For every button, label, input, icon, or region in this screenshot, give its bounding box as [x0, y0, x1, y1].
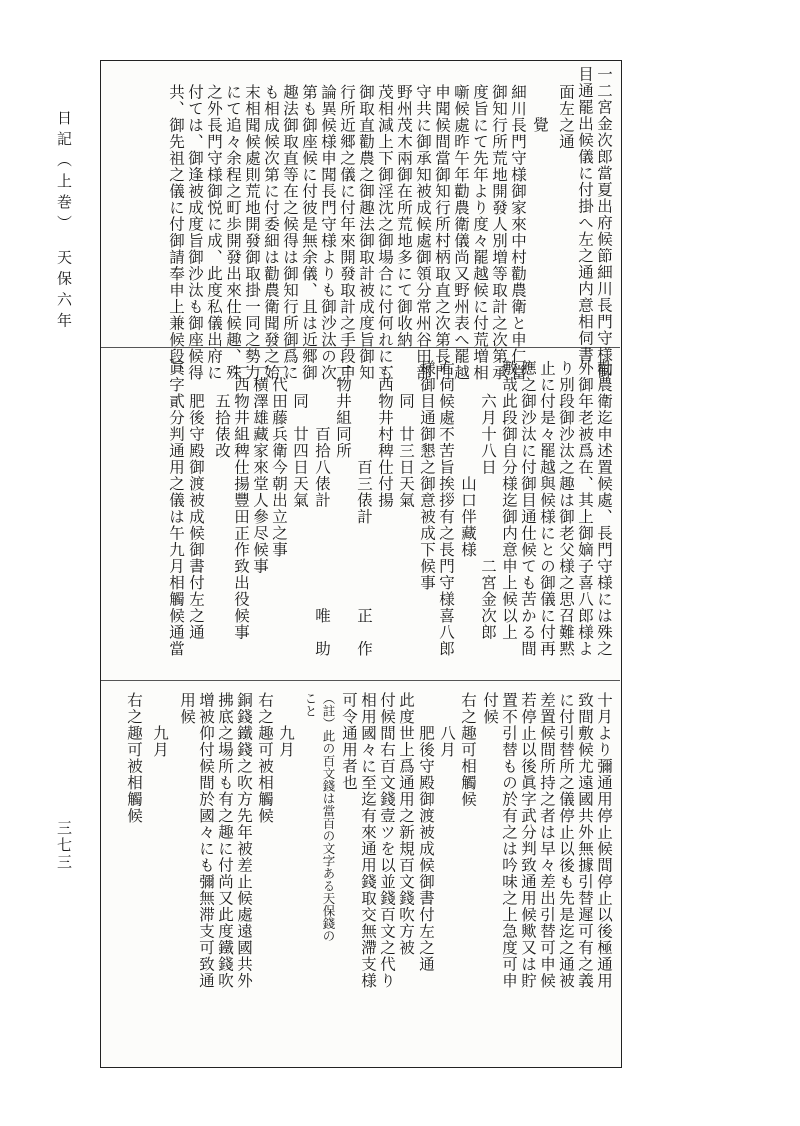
- text-column: 外御年老被爲在、其上御嫡子喜八郎様よ: [576, 360, 594, 657]
- text-column: 行所近郷之儀に付年來開發取計之手段申: [338, 84, 356, 381]
- text-column: 九月: [151, 692, 169, 758]
- text-column: 九月: [277, 692, 295, 758]
- text-column: 論異候様申聞長門守様よりも御沙汰の次: [319, 84, 337, 381]
- text-column: 右伺候處不苦旨挨拶有之長門守様喜八郎: [437, 360, 455, 657]
- text-column: 目通罷出候儀に付掛へ左之通内意相伺書: [576, 66, 594, 363]
- text-column: 眞字貳分判通用之儀は午九月相觸候通當: [167, 360, 185, 657]
- text-column: 御取直勸農之御趣法御取計被成度旨御知: [357, 84, 375, 381]
- text-column: 同 廿三日天氣: [397, 360, 415, 509]
- text-column: 可令通用者也: [340, 692, 358, 791]
- text-column: り別段御沙汰之趣は御老父様之思召難黙: [557, 360, 575, 657]
- text-column: 同 廿四日天氣: [291, 360, 309, 509]
- text-column: 此度世上爲通用之新規百文錢吹方被: [397, 692, 415, 956]
- text-column: 覺: [531, 100, 549, 133]
- text-column: 付候間右百文錢壹ツを以並錢百文之代り: [378, 692, 396, 989]
- text-column: 差置候間所持之者は早々差出引替可申候: [538, 692, 556, 989]
- text-column: 八月: [438, 692, 456, 758]
- text-column: 末相聞候處則荒地開發御取掛一同之勢力: [243, 84, 261, 381]
- text-column: 面左之通: [557, 84, 575, 150]
- text-column: 第も御座候に付彼是無余儀、且は近郷御: [300, 84, 318, 381]
- text-column: 一西物井組稗仕揚豐田正作致出役候事: [232, 360, 250, 641]
- text-column: 一物井組同所: [334, 360, 352, 459]
- text-column: 肥後守殿御渡被成候御書付左之通: [417, 692, 435, 973]
- text-column: 用候: [178, 692, 196, 725]
- text-column: 様御目通御懇之御意被成下候事: [418, 360, 436, 591]
- text-column: 百拾八俵計 唯 助: [313, 360, 331, 657]
- text-column: も相成候次第に付委細は勸農衛聞發之始: [262, 84, 280, 381]
- footnote-text: こと: [303, 692, 318, 717]
- page-number: 三七三: [55, 820, 73, 871]
- text-column: 一代田藤兵衛今朝出立之事: [270, 360, 288, 558]
- text-column: 拂底之場所も有之趣に付尚又此度鐵錢吹: [216, 692, 234, 989]
- text-column: 細川長門守様御家來中村勸農衛と申仁當: [509, 84, 527, 381]
- book-title-header: 日記（上巻） 天保六年: [55, 110, 73, 334]
- text-column: 趣法御取直等在之候得は御知行所御爲に: [281, 84, 299, 381]
- text-column: 敷哉此段御自分様迄御内意申上候以上: [500, 360, 518, 641]
- text-column: 守共に御承知被成候處御領分常州谷田部: [414, 84, 432, 381]
- text-column: 置不引替もの於有之は吟味之上急度可申: [500, 692, 518, 989]
- text-column: 六月十八日 二宮金次郎: [479, 360, 497, 641]
- text-column: 野州茂木兩御在所荒地多にて御收納: [395, 84, 413, 348]
- text-column: 共、御先祖之儀に付御請奉申上兼候段、: [167, 84, 185, 381]
- text-column: 山口伴藏様: [459, 360, 477, 558]
- text-column: 一横澤雄藏家來堂人參尽候事: [251, 360, 269, 575]
- footnote-text: （註）此の百文錢は當百の文字ある天保錢の: [321, 692, 336, 942]
- text-column: 銅錢鐵錢之吹方先年被差止候處遠國共外: [235, 692, 253, 989]
- text-column: 右之趣可相觸候: [459, 692, 477, 808]
- text-column: にて追々余程之町歩開發出來仕候趣、殊: [224, 84, 242, 381]
- text-column: 茂相減上下御淫沈之御場合に付何れにも: [376, 84, 394, 381]
- text-column: 一二宮金次郎當夏出府候節細川長門守様御: [595, 66, 613, 380]
- text-column: 相用國々に至迄有來通用錢取交無滯支様: [359, 692, 377, 989]
- text-column: 止に付是々罷越與候様にとの御儀に付再: [538, 360, 556, 657]
- text-column: 之外長門守様御悦に成、此度私儀出府に: [205, 84, 223, 381]
- text-column: 度旨にて先年より度々罷越候に付荒増相: [471, 84, 489, 381]
- text-column: 若停止以後眞字武分判致通用候歟又は貯: [519, 692, 537, 989]
- text-column: に付引替所之儀停止以後も先是迄之通被: [557, 692, 575, 989]
- text-column: 勸農衛迄申述置候處、長門守様には殊之: [595, 360, 613, 657]
- text-column: 致間敷候尤遠國共外無據引替遲可有之義: [576, 692, 594, 989]
- text-column: 申聞候間當御知行所村柄取直之次第長門: [433, 84, 451, 381]
- section-divider-lower: [101, 680, 620, 681]
- text-column: 付候: [481, 692, 499, 725]
- text-column: 右之趣可被相觸候: [256, 692, 274, 824]
- text-column: 御知行所荒地開發人別増等取計之次第承: [490, 84, 508, 381]
- text-column: 十月より彌通用停止候間停止以後極通用: [595, 692, 613, 989]
- text-column: 一西物井村稗仕付揚: [376, 360, 394, 509]
- text-column: 付ては、御逢被成度旨御沙汰も御座候得: [186, 84, 204, 381]
- text-column: 增被仰付候間於國々にも彌無滞支可致通: [197, 692, 215, 989]
- text-column: 百三俵計 正 作: [355, 360, 373, 657]
- text-column: 應之御沙汰に付御目通仕候ても苦かる間: [519, 360, 537, 657]
- text-column: 肥後守殿御渡被成候御書付左之通: [187, 360, 205, 641]
- text-column: 噺候處昨午年勸農衛儀尚又野州表へ罷越: [452, 84, 470, 381]
- text-column: 右之趣可被相觸候: [125, 692, 143, 824]
- text-column: 五拾俵改: [213, 360, 231, 459]
